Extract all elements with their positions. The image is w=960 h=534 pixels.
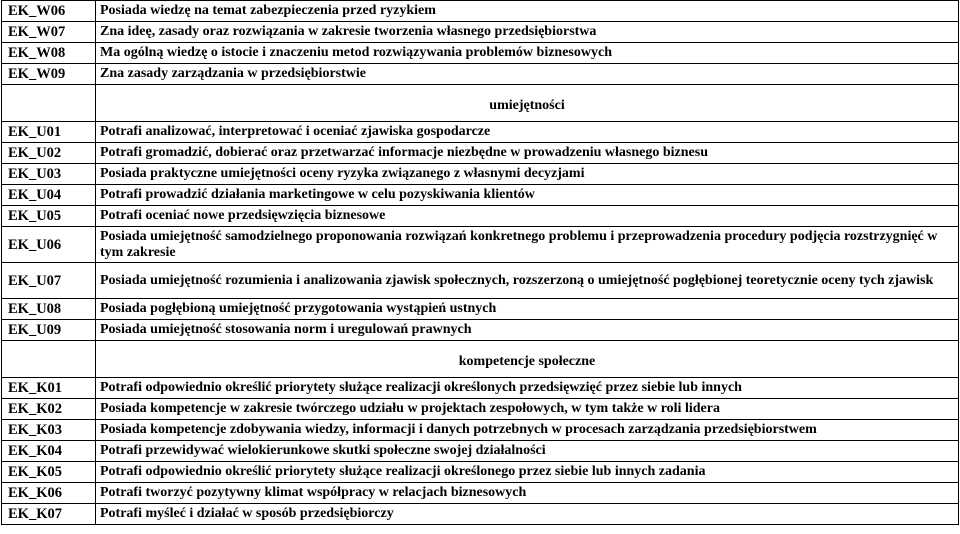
section-title-skills: umiejętności <box>96 85 959 122</box>
outcome-code: EK_K04 <box>2 441 96 462</box>
table-row <box>2 378 959 399</box>
outcome-code: EK_K02 <box>2 399 96 420</box>
table-row <box>2 1 959 22</box>
section-header-row <box>2 341 959 378</box>
outcome-code: EK_U01 <box>2 122 96 143</box>
section-header-row <box>2 85 959 122</box>
table-row <box>2 263 959 299</box>
section-title-competences: kompetencje społeczne <box>96 341 959 378</box>
outcome-description: Potrafi odpowiednio określić priorytety służące realizacji określonych przedsięwzięć przez siebie lub innych <box>96 378 959 399</box>
outcome-code: EK_U07 <box>2 263 96 299</box>
table-row <box>2 441 959 462</box>
table-row <box>2 504 959 525</box>
learning-outcomes-table <box>1 0 959 525</box>
table-row <box>2 206 959 227</box>
outcome-code: EK_U08 <box>2 299 96 320</box>
table-row <box>2 462 959 483</box>
outcome-code: EK_U03 <box>2 164 96 185</box>
outcome-description: Ma ogólną wiedzę o istocie i znaczeniu metod rozwiązywania problemów biznesowych <box>96 43 959 64</box>
outcome-description: Posiada umiejętność samodzielnego proponowania rozwiązań konkretnego problemu i przeprowadzenia procedury podjęcia rozstrzygnięć w tym zakresie <box>96 227 959 263</box>
outcome-description: Potrafi odpowiednio określić priorytety służące realizacji określonego przez siebie lub innych zadania <box>96 462 959 483</box>
table-row <box>2 299 959 320</box>
table-row <box>2 164 959 185</box>
empty-code-cell <box>2 341 96 378</box>
table-row <box>2 122 959 143</box>
outcome-description: Potrafi oceniać nowe przedsięwzięcia biznesowe <box>96 206 959 227</box>
outcome-code: EK_W09 <box>2 64 96 85</box>
outcome-code: EK_U02 <box>2 143 96 164</box>
outcome-description: Posiada praktyczne umiejętności oceny ryzyka związanego z własnymi decyzjami <box>96 164 959 185</box>
outcome-description: Potrafi przewidywać wielokierunkowe skutki społeczne swojej działalności <box>96 441 959 462</box>
outcome-code: EK_K05 <box>2 462 96 483</box>
outcome-code: EK_W08 <box>2 43 96 64</box>
outcome-description: Posiada umiejętność rozumienia i analizowania zjawisk społecznych, rozszerzoną o umiejętność pogłębionej teoretycznie oceny tych zjawisk <box>96 263 959 299</box>
table-row <box>2 399 959 420</box>
table-row <box>2 227 959 263</box>
outcome-description: Posiada kompetencje zdobywania wiedzy, informacji i danych potrzebnych w procesach zarządzania przedsiębiorstwem <box>96 420 959 441</box>
outcome-code: EK_K06 <box>2 483 96 504</box>
outcome-description: Potrafi tworzyć pozytywny klimat współpracy w relacjach biznesowych <box>96 483 959 504</box>
outcome-description: Potrafi gromadzić, dobierać oraz przetwarzać informacje niezbędne w prowadzeniu własnego biznesu <box>96 143 959 164</box>
outcome-description: Zna zasady zarządzania w przedsiębiorstwie <box>96 64 959 85</box>
table-row <box>2 320 959 341</box>
table-row <box>2 185 959 206</box>
outcome-code: EK_K03 <box>2 420 96 441</box>
outcome-description: Posiada kompetencje w zakresie twórczego udziału w projektach zespołowych, w tym także w roli lidera <box>96 399 959 420</box>
outcome-description: Posiada umiejętność stosowania norm i uregulowań prawnych <box>96 320 959 341</box>
outcome-description: Posiada wiedzę na temat zabezpieczenia przed ryzykiem <box>96 1 959 22</box>
outcome-code: EK_U06 <box>2 227 96 263</box>
table-row <box>2 143 959 164</box>
outcome-description: Potrafi prowadzić działania marketingowe w celu pozyskiwania klientów <box>96 185 959 206</box>
outcome-description: Posiada pogłębioną umiejętność przygotowania wystąpień ustnych <box>96 299 959 320</box>
table-row <box>2 64 959 85</box>
table-row <box>2 43 959 64</box>
outcome-description: Zna ideę, zasady oraz rozwiązania w zakresie tworzenia własnego przedsiębiorstwa <box>96 22 959 43</box>
table-row <box>2 22 959 43</box>
outcome-code: EK_U05 <box>2 206 96 227</box>
outcome-code: EK_W07 <box>2 22 96 43</box>
empty-code-cell <box>2 85 96 122</box>
outcome-code: EK_K01 <box>2 378 96 399</box>
table-row <box>2 483 959 504</box>
outcome-code: EK_K07 <box>2 504 96 525</box>
outcome-description: Potrafi analizować, interpretować i oceniać zjawiska gospodarcze <box>96 122 959 143</box>
table-row <box>2 420 959 441</box>
outcome-code: EK_U04 <box>2 185 96 206</box>
outcome-description: Potrafi myśleć i działać w sposób przedsiębiorczy <box>96 504 959 525</box>
outcome-code: EK_W06 <box>2 1 96 22</box>
outcome-code: EK_U09 <box>2 320 96 341</box>
